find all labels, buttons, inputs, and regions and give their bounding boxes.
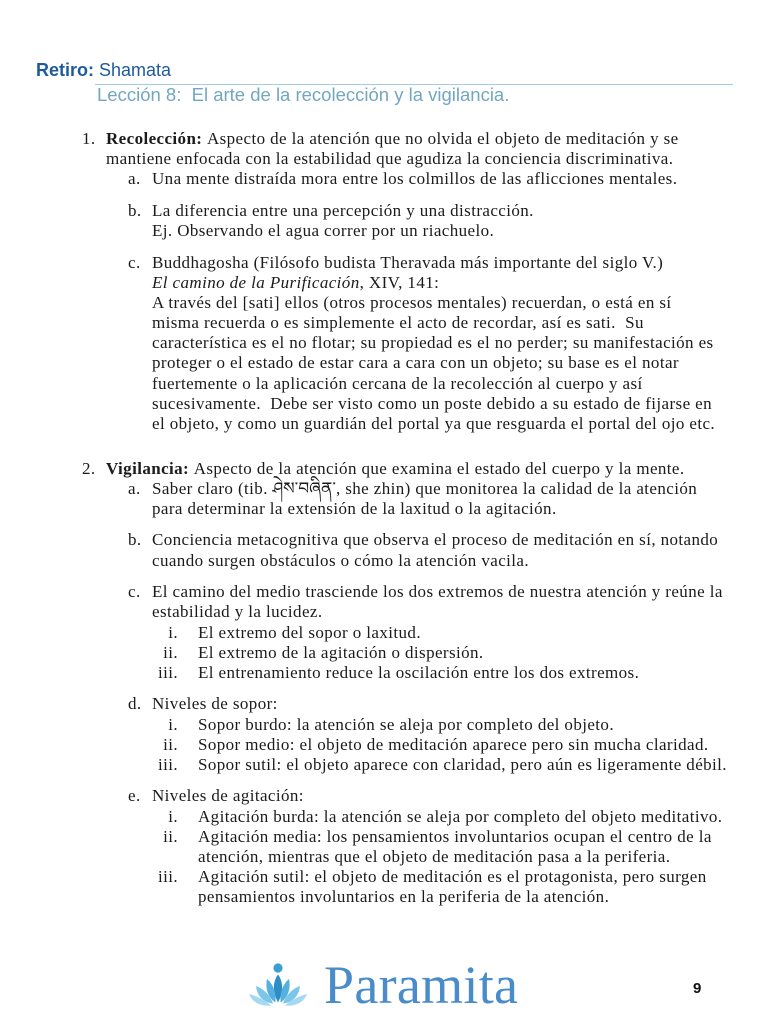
list-item-recoleccion [0, 129, 768, 434]
citation-reference: , XIV, 141: [359, 272, 440, 292]
lotus-logo-icon [248, 962, 308, 1008]
citation-title: El camino de la Purificación [152, 272, 360, 292]
subitem-2d-ii [0, 735, 768, 755]
subitem-2c-i [0, 623, 768, 643]
roman-numeral: ii. [163, 642, 178, 662]
roman-text: Agitación media: los pensamientos involuntarios ocupan el centro de la [198, 826, 712, 846]
retreat-name: Shamata [99, 60, 172, 80]
item-number: 2. [82, 458, 96, 478]
subitem-line [0, 201, 768, 221]
roman-line [0, 807, 768, 827]
lesson-body [0, 129, 768, 908]
subitem-2a [0, 479, 768, 519]
subitem-line [0, 694, 768, 714]
item-text: Aspecto de la atención que no olvida el objeto de meditación y se [206, 129, 679, 148]
subitem-text: El camino del medio trasciende los dos extremos de nuestra atención y reúne la [152, 582, 723, 602]
quote-line: misma recuerda o es simplemente el acto de recordar, así es sati. Su [152, 313, 644, 333]
subitem-2d-i [0, 715, 768, 735]
subitem-text: Una mente distraída mora entre los colmillos de las aflicciones mentales. [152, 169, 678, 189]
roman-line [0, 827, 768, 847]
subitem-line: cuando surgen obstáculos o cómo la atención vacila. [152, 550, 529, 570]
item-number: 1. [82, 129, 96, 148]
roman-line [0, 755, 768, 775]
quote-line: A través del [sati] ellos (otros procesos mentales) recuerdan, o está en sí [152, 292, 672, 312]
item-term: Vigilancia: [106, 458, 190, 478]
roman-numeral: i. [168, 714, 178, 734]
roman-line [0, 643, 768, 663]
item-text: Aspecto de la atención que examina el estado del cuerpo y la mente. [193, 458, 685, 478]
roman-line: pensamientos involuntarios en la periferia de la atención. [198, 887, 610, 907]
subitem-text: Conciencia metacognitiva que observa el proceso de meditación en sí, notando [152, 530, 719, 550]
page-number: 9 [693, 980, 702, 997]
roman-text: Agitación burda: la atención se aleja por completo del objeto meditativo. [198, 806, 723, 826]
roman-text: El entrenamiento reduce la oscilación entre los dos extremos. [198, 662, 640, 682]
subitem-line [0, 253, 768, 273]
roman-text: Sopor sutil: el objeto aparece con claridad, pero aún es ligeramente débil. [198, 754, 727, 774]
subitem-letter: d. [128, 694, 142, 714]
lesson-title: Lección 8: El arte de la recolección y la vigilancia. [97, 84, 510, 105]
subitem-2c-ii [0, 643, 768, 663]
subitem-line: Ej. Observando el agua correr por un riachuelo. [152, 221, 495, 241]
subitem-text: Saber claro (tib. [152, 478, 268, 498]
brand-wordmark: Paramita [324, 955, 519, 1015]
subitem-2e-iii [0, 867, 768, 907]
roman-line [0, 623, 768, 643]
quote-line: sucesivamente. Debe ser visto como un poste debido a su estado de fijarse en [152, 393, 713, 413]
subitem-2e [0, 786, 768, 907]
subitem-text: Buddhagosha (Filósofo budista Theravada más importante del siglo V.) [152, 252, 664, 272]
subitem-text: La diferencia entre una percepción y una distracción. [152, 200, 534, 220]
roman-numeral: i. [168, 806, 178, 826]
quote-line: el objeto, y como un guardián del portal ya que resguarda el portal del ojo etc. [152, 414, 716, 434]
roman-line [0, 715, 768, 735]
subitem-letter: c. [128, 252, 141, 272]
subitem-line [0, 786, 768, 806]
roman-numeral: ii. [163, 826, 178, 846]
retreat-heading [36, 60, 171, 80]
subitem-2c [0, 582, 768, 683]
subitem-2e-ii [0, 827, 768, 867]
roman-line [0, 867, 768, 887]
item-line [0, 459, 768, 479]
subitem-letter: b. [128, 200, 142, 220]
subitem-2e-i [0, 807, 768, 827]
roman-line [0, 735, 768, 755]
subitem-text: Niveles de sopor: [152, 694, 278, 714]
subitem-1a [0, 169, 768, 189]
item-line: mantiene enfocada con la estabilidad que agudiza la conciencia discriminativa. [106, 149, 674, 169]
subitem-2d [0, 694, 768, 775]
roman-text: El extremo de la agitación o dispersión. [198, 642, 484, 662]
roman-numeral: iii. [157, 662, 178, 682]
subitem-line [0, 530, 768, 550]
subitem-2b [0, 530, 768, 570]
tibetan-term: ཤེས་བཞིན་ [272, 478, 336, 498]
subitem-letter: b. [128, 530, 142, 550]
subitem-line [0, 169, 768, 189]
subitem-letter: c. [128, 582, 141, 602]
subitem-letter: a. [128, 169, 141, 189]
subitem-line: para determinar la extensión de la laxitud o la agitación. [152, 498, 557, 518]
subitem-1b [0, 201, 768, 241]
roman-numeral: i. [168, 622, 178, 642]
roman-text: Sopor burdo: la atención se aleja por completo del objeto. [198, 714, 614, 734]
subitem-letter: a. [128, 478, 141, 498]
citation-line [0, 273, 768, 293]
subitem-line: estabilidad y la lucidez. [152, 602, 323, 622]
roman-text: Agitación sutil: el objeto de meditación es el protagonista, pero surgen [198, 867, 707, 887]
subitem-2d-iii [0, 755, 768, 775]
quote-line: fuertemente o la aplicación cercana de la recolección al cuerpo y así [152, 373, 643, 393]
subitem-letter: e. [128, 786, 141, 806]
subitem-text: Niveles de agitación: [152, 786, 304, 806]
subitem-text: , she zhin) que monitorea la calidad de la atención [335, 478, 698, 498]
retreat-label: Retiro: [36, 60, 94, 80]
roman-numeral: ii. [163, 734, 178, 754]
roman-line [0, 663, 768, 683]
roman-numeral: iii. [157, 754, 178, 774]
roman-text: Sopor medio: el objeto de meditación aparece pero sin mucha claridad. [198, 734, 709, 754]
subitem-line [0, 479, 768, 499]
subitem-line [0, 582, 768, 602]
quote-line: característica es el no flotar; su propiedad es el no perder; su manifestación es [152, 333, 714, 353]
subitem-2c-iii [0, 663, 768, 683]
subitem-1c [0, 253, 768, 435]
roman-text: El extremo del sopor o laxitud. [198, 622, 421, 642]
item-line [0, 129, 768, 149]
roman-numeral: iii. [157, 867, 178, 887]
item-term: Recolección: [106, 129, 203, 148]
quote-line: proteger o el estado de estar cara a cara con un objeto; su base es el notar [152, 353, 679, 373]
list-item-vigilancia [0, 459, 768, 908]
roman-line: atención, mientras que el objeto de meditación pasa a la periferia. [198, 846, 671, 866]
